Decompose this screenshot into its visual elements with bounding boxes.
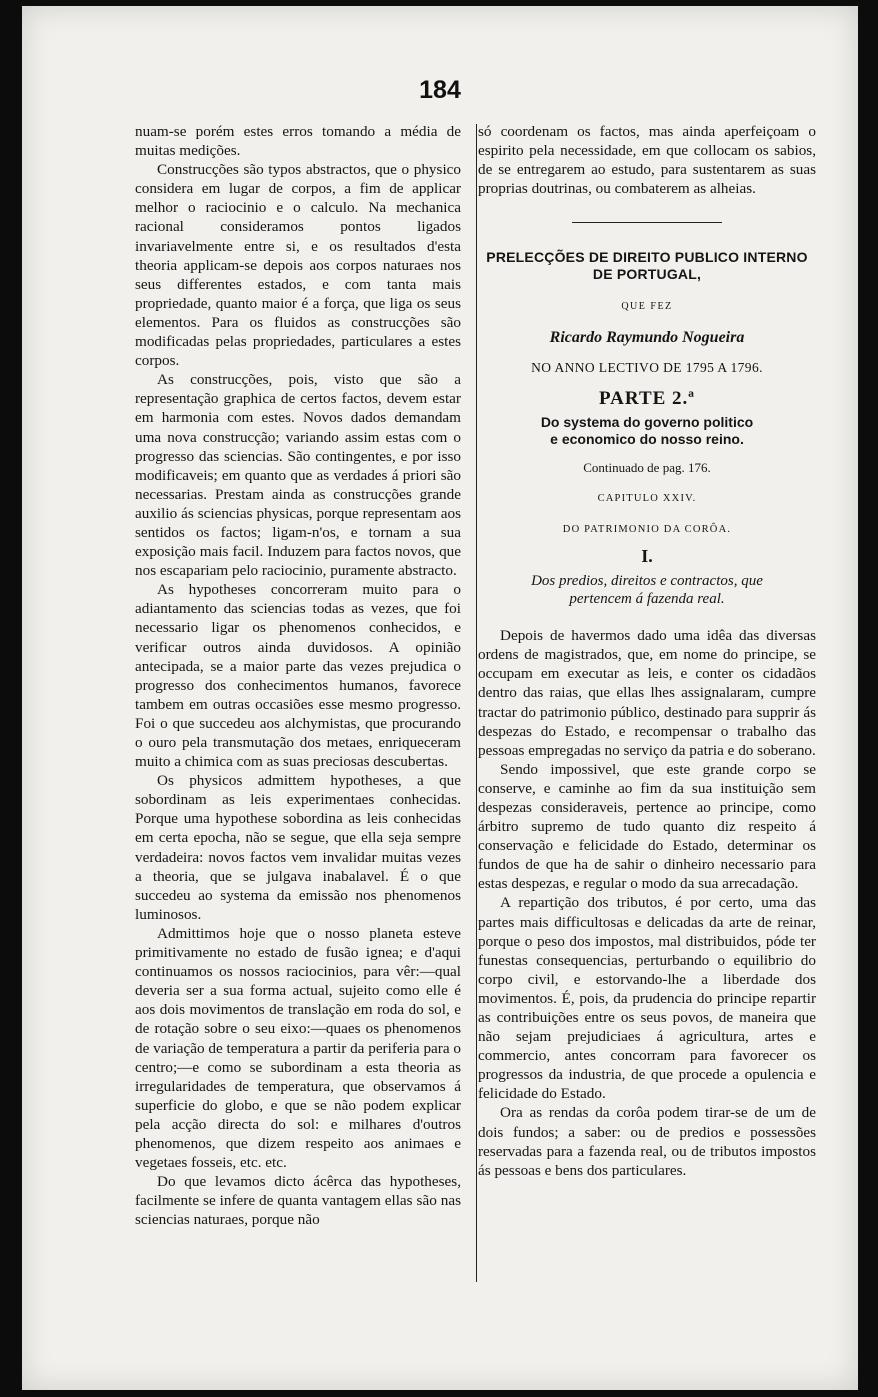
right-column	[478, 122, 816, 1180]
section-heading-line: Do systema do governo politico	[540, 413, 754, 430]
newspaper-page	[22, 6, 858, 1390]
paragraph: Sendo impossivel, que este grande corpo se conserve, e caminhe ao fim da sua instituição sem despezas consideraveis, pertence ao principe, como árbitro supremo de tudo quanto diz respeito á conservação e felicidade do Estado, determinar os fundos de que ha de sahir o dinheiro necessario para estas despezas, e regular o modo da sua arrecadação.	[478, 760, 816, 893]
lecture-title-line: PRELECÇÕES DE DIREITO PUBLICO INTERNO	[486, 249, 808, 266]
lecture-title	[478, 249, 816, 283]
paragraph: Do que levamos dicto ácêrca das hypotheses, facilmente se infere de quanta vantagem ellas são nas sciencias naturaes, porque não	[135, 1173, 461, 1229]
section-numeral: I.	[641, 546, 653, 567]
academic-year: NO ANNO LECTIVO DE 1795 A 1796.	[531, 359, 763, 375]
chapter-heading: CAPITULO XXIV.	[597, 492, 697, 504]
subtitle-line: pertencem á fazenda real.	[569, 591, 725, 608]
author-name: Ricardo Raymundo Nogueira	[549, 329, 745, 347]
paragraph: Construcções são typos abstractos, que o physico considera em lugar de corpos, a fim de applicar melhor o raciocinio e o calculo. Na mechanica racional consideramos pontos ligados invariavelmente entre si, e os resultados d'esta theoria applicam-se depois aos corpos naturaes nos seus differentes estados, e com tanta mais propriedade, quanto maior é a força, que liga os seus elementos. Para os fluidos as construcções são modificadas pelas propriedades, particulares a estes corpos.	[135, 161, 461, 370]
paragraph: Admittimos hoje que o nosso planeta esteve primitivamente no estado de fusão ignea; e d'aqui continuamos os nossos raciocinios, para vêr:—qual deveria ser a sua forma actual, sujeito como elle é aos dois movimentos de translação em roda do sol, e de rotação sobre o seu eixo:—quaes os phenomenos de variação de temperatura a partir da periferia para o centro;—e como se subordinam a esta theoria as irregularidades de temperatura, que observamos á superficie do globo, e que se não podem explicar pela acção directa do sol: e milhares d'outros phenomenos, que dizem respeito aos animaes e vegetaes fosseis, etc. etc.	[135, 924, 461, 1172]
subtitle-line: Dos predios, direitos e contractos, que	[531, 573, 763, 590]
paragraph: nuam-se porém estes erros tomando a média de muitas medições.	[135, 123, 461, 160]
part-heading: PARTE 2.ª	[598, 387, 695, 409]
paragraph: As construcções, pois, visto que são a representação graphica de certos factos, devem estar em harmonia com estes. Novos dados demandam uma nova construcção; variando assim estas com o progresso das sciencias. São contingentes, e por isso modificaveis; em quanto que as verdades á priori são necessarias. Prestam ainda as construcções grande auxilio ás sciencias physicas, porque representam aos sentidos os factos; ligam-n'os, e tornam a sua exposição mais facil. Induzem para factos novos, que nos escapariam pelo raciocinio, puramente abstracto.	[135, 371, 461, 580]
paragraph: só coordenam os factos, mas ainda aperfeiçoam o espirito pela necessidade, em que collocam os sabios, de se entregarem ao estudo, para sustentarem as suas proprias doutrinas, ou combaterem as alheias.	[478, 123, 816, 198]
paragraph: A repartição dos tributos, é por certo, uma das partes mais difficultosas e delicadas da arte de reinar, porque o peso dos impostos, mal distribuidos, póde ter funestas consequencias, perturbando o equilibrio do corpo civil, e estorvando-lhe a liberdade dos movimentos. É, pois, da prudencia do principe repartir as contribuições entre os seus povos, de maneira que não sejam prejudiciaes á agricultura, artes e commercio, antes concorram para favorecer os progressos da industria, de que procede a opulencia e felicidade do Estado.	[478, 894, 816, 1103]
paragraph: Depois de havermos dado uma idêa das diversas ordens de magistrados, que, em nome do principe, se occupam em executar as leis, e conter os cidadãos dentro das raias, que ellas lhes assignalaram, cumpre tractar do patrimonio público, destinado para supprir ás despezas do Estado, e recompensar o trabalho das pessoas empregadas no serviço da patria e do soberano.	[478, 627, 816, 759]
paragraph: Os physicos admittem hypotheses, a que sobordinam as leis experimentaes conhecidas. Porque uma hypothese sobordina as leis conhecidas em certa epocha, não se segue, que ella seja sempre verdadeira: novos factos vem invalidar muitas vezes a theoria, que se julgava inabalavel. É o que succedeu ao systema da emissão nos phenomenos luminosos.	[135, 772, 461, 923]
section-heading-line: e economico do nosso reino.	[550, 430, 744, 447]
paragraph: Ora as rendas da corôa podem tirar-se de um de dois fundos; a saber: ou de predios e possessões reservadas para a fazenda real, ou de tributos impostos ás pessoas e bens dos particulares.	[478, 1104, 816, 1179]
section-rule	[572, 222, 722, 223]
column-divider	[476, 124, 477, 1282]
left-column	[135, 122, 461, 1229]
subchapter-heading: DO PATRIMONIO DA CORÔA.	[562, 523, 732, 535]
que-fez-label: QUE FEZ	[621, 301, 673, 313]
page-number: 184	[419, 76, 461, 104]
section-heading	[478, 414, 816, 448]
paragraph: As hypotheses concorreram muito para o adiantamento das sciencias todas as vezes, que foi necessario ligar os phenomenos conhecidos, e verificar outros ainda duvidosos. A opinião antecipada, se a maior parte das vezes prejudica o progresso dos conhecimentos humanos, favorece tambem em outras occasiões esse mesmo progresso. Foi o que succedeu aos alchymistas, que procurando o ouro pela transmutação dos metaes, enriqueceram muito a chimica com as suas preciosas descubertas.	[135, 581, 461, 771]
section-subtitle	[478, 572, 816, 608]
lecture-title-line: DE PORTUGAL,	[592, 266, 702, 283]
continued-note: Continuado de pag. 176.	[583, 459, 711, 475]
